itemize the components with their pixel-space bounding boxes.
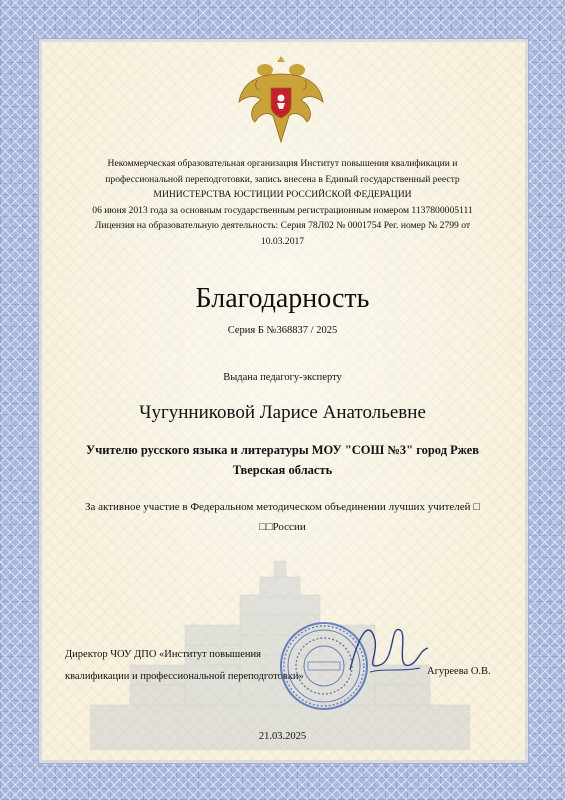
region-line: Тверская область	[232, 463, 333, 477]
header-line: профессиональной переподготовки, запись внесена в Единый государственный реестр	[105, 173, 460, 185]
issued-to-label: Выдана педагогу-эксперту	[223, 372, 342, 383]
header-line: 06 июня 2013 года за основным государственным регистрационным номером 1137800005111	[92, 204, 473, 216]
recipient-role	[0, 440, 565, 480]
header-line: Лицензия на образовательную деятельность: Серия 78Л02 № 0001754 Рег. номер № 2799 от	[94, 220, 471, 231]
coat-of-arms-icon	[235, 50, 327, 146]
certificate-title: Благодарность	[195, 283, 370, 314]
header-line: МИНИСТЕРСТВА ЮСТИЦИИ РОССИЙСКОЙ ФЕДЕРАЦИИ	[153, 189, 412, 200]
handwritten-signature	[340, 610, 435, 690]
certificate-series: Серия Б №368837 / 2025	[227, 325, 338, 336]
award-reason	[0, 497, 565, 537]
reason-line: За активное участие в Федеральном методическом объединении лучших учителей □	[85, 501, 480, 513]
issue-date: 21.03.2025	[258, 731, 307, 742]
organization-header	[0, 156, 565, 249]
signer-name: Агуреева О.В.	[427, 666, 491, 677]
header-line: 10.03.2017	[260, 235, 305, 247]
header-line: Некоммерческая образовательная организация Институт повышения квалификации и	[107, 158, 458, 169]
director-line: Директор ЧОУ ДПО «Институт повышения	[65, 649, 261, 660]
recipient-name: Чугунниковой Ларисе Анатольевне	[139, 402, 426, 423]
reason-line: □□России	[259, 521, 306, 533]
director-line: квалификации и профессиональной переподготовки»	[65, 671, 304, 682]
role-line: Учителю русского языка и литературы МОУ "СОШ №3" город Ржев	[86, 443, 479, 457]
